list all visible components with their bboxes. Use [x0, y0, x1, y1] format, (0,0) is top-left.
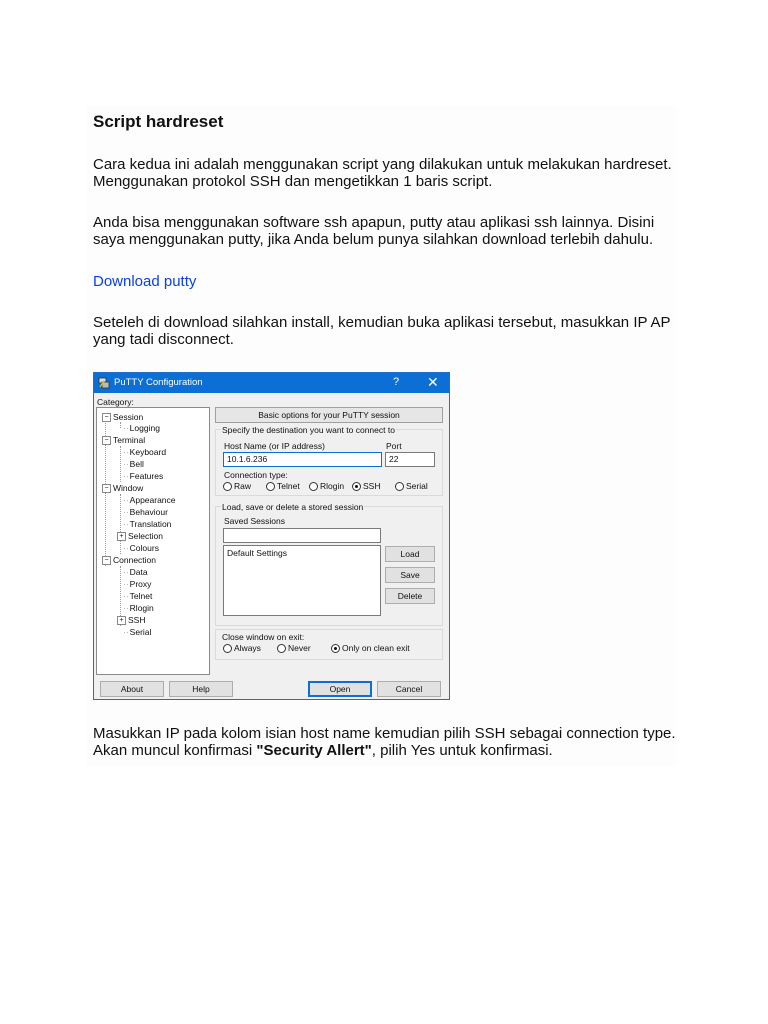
tree-item-selection[interactable] — [117, 531, 163, 542]
title-bar — [94, 373, 449, 393]
session-default-settings[interactable]: Default Settings — [227, 548, 288, 558]
close-icon[interactable]: ✕ — [427, 374, 439, 390]
sessions-list[interactable] — [223, 545, 381, 616]
load-button[interactable]: Load — [385, 546, 435, 562]
tree-item-bell[interactable] — [123, 459, 144, 470]
tree-connector: ·· — [123, 591, 129, 601]
tree-item-data[interactable] — [123, 567, 148, 578]
collapse-icon: − — [102, 556, 111, 565]
radio-never[interactable] — [277, 643, 311, 654]
paragraph-instructions — [93, 725, 683, 759]
tree-item-label: Selection — [128, 531, 163, 541]
tree-connector: ·· — [123, 495, 129, 505]
radio-icon — [277, 644, 286, 653]
category-label: Category: — [97, 397, 134, 407]
radio-label: Serial — [406, 481, 428, 491]
tree-connector: ·· — [123, 567, 129, 577]
help-button[interactable]: Help — [169, 681, 233, 697]
tree-item-window[interactable] — [102, 483, 143, 494]
tree-line — [120, 494, 121, 554]
tree-item-terminal[interactable] — [102, 435, 145, 446]
tree-item-label: Terminal — [113, 435, 146, 445]
radio-icon — [395, 482, 404, 491]
host-name-label: Host Name (or IP address) — [224, 441, 325, 451]
radio-label: Never — [288, 643, 311, 653]
tree-item-translation[interactable] — [123, 519, 171, 530]
save-button[interactable]: Save — [385, 567, 435, 583]
tree-item-label: Proxy — [129, 579, 152, 589]
tree-item-label: Features — [129, 471, 164, 481]
radio-selected-icon — [331, 644, 340, 653]
tree-item-label: Colours — [129, 543, 159, 553]
paragraph-software: Anda bisa menggunakan software ssh apapun, putty atau aplikasi ssh lainnya. Disini saya menggunakan putty, jika Anda belum punya silahkan download terlebih dahulu. — [93, 214, 655, 248]
radio-label: Rlogin — [320, 481, 345, 491]
host-name-input[interactable]: 10.1.6.236 — [223, 452, 382, 467]
tree-item-serial[interactable] — [123, 627, 151, 638]
tree-item-label: Connection — [113, 555, 157, 565]
panel-header: Basic options for your PuTTY session — [215, 407, 443, 423]
radio-raw[interactable] — [223, 481, 251, 492]
radio-icon — [309, 482, 318, 491]
tree-connector: ·· — [123, 471, 129, 481]
tree-connector: ·· — [123, 507, 129, 517]
cancel-button[interactable]: Cancel — [377, 681, 441, 697]
radio-label: Always — [234, 643, 261, 653]
stored-session-label: Load, save or delete a stored session — [222, 502, 364, 512]
instructions-text: Masukkan IP pada kolom isian host name kemudian pilih SSH sebagai connection type. Akan muncul konfirmasi — [93, 725, 676, 759]
about-button[interactable]: About — [100, 681, 164, 697]
tree-item-rlogin[interactable] — [123, 603, 154, 614]
tree-item-telnet[interactable] — [123, 591, 152, 602]
tree-connector: ·· — [123, 579, 129, 589]
radio-icon — [266, 482, 275, 491]
delete-button[interactable]: Delete — [385, 588, 435, 604]
radio-label: Telnet — [277, 481, 300, 491]
tree-item-behaviour[interactable] — [123, 507, 168, 518]
paragraph-install: Seteleh di download silahkan install, kemudian buka aplikasi tersebut, masukkan IP AP yang tadi disconnect. — [93, 314, 671, 348]
radio-rlogin[interactable] — [309, 481, 344, 492]
category-tree[interactable] — [96, 407, 210, 675]
tree-item-keyboard[interactable] — [123, 447, 166, 458]
tree-item-logging[interactable] — [123, 423, 160, 434]
destination-label: Specify the destination you want to connect to — [222, 425, 395, 435]
tree-item-label: Bell — [129, 459, 144, 469]
radio-label: SSH — [363, 481, 381, 491]
tree-item-label: Session — [113, 412, 144, 422]
tree-connector: ·· — [123, 519, 129, 529]
port-label: Port — [386, 441, 402, 451]
tree-item-label: Rlogin — [129, 603, 154, 613]
security-alert-text: "Security Allert" — [256, 742, 372, 759]
tree-connector: ·· — [123, 603, 129, 613]
tree-item-label: Telnet — [129, 591, 153, 601]
paragraph-intro: Cara kedua ini adalah menggunakan script yang dilakukan untuk melakukan hardreset. Menggunakan protokol SSH dan mengetikkan 1 baris script. — [93, 156, 672, 190]
radio-selected-icon — [352, 482, 361, 491]
tree-connector: ·· — [123, 543, 129, 553]
tree-item-label: Serial — [129, 627, 152, 637]
radio-serial[interactable] — [395, 481, 428, 492]
collapse-icon: − — [102, 413, 111, 422]
tree-item-label: Window — [113, 483, 144, 493]
section-heading: Script hardreset — [93, 112, 224, 131]
radio-always[interactable] — [223, 643, 261, 654]
download-putty-link[interactable]: Download putty — [93, 273, 197, 290]
putty-app-icon — [98, 377, 110, 389]
expand-icon: + — [117, 616, 126, 625]
tree-connector: ·· — [123, 423, 129, 433]
tree-item-features[interactable] — [123, 471, 163, 482]
tree-connector: ·· — [123, 459, 129, 469]
radio-icon — [223, 482, 232, 491]
tree-connector: ·· — [123, 627, 129, 637]
connection-type-label: Connection type: — [224, 470, 288, 480]
saved-sessions-input[interactable] — [223, 528, 381, 543]
collapse-icon: − — [102, 436, 111, 445]
download-paragraph — [93, 273, 683, 290]
tree-item-session[interactable] — [102, 412, 143, 423]
tree-item-label: Logging — [129, 423, 160, 433]
tree-item-colours[interactable] — [123, 543, 159, 554]
close-window-label: Close window on exit: — [222, 632, 305, 642]
port-input[interactable]: 22 — [385, 452, 435, 467]
radio-only-clean-exit[interactable] — [331, 643, 410, 654]
saved-sessions-label: Saved Sessions — [224, 516, 285, 526]
radio-label: Only on clean exit — [342, 643, 410, 653]
tree-item-label: Keyboard — [129, 447, 167, 457]
tree-item-label: Data — [129, 567, 148, 577]
putty-configuration-window — [93, 372, 450, 700]
tree-item-ssh[interactable] — [117, 615, 145, 626]
tree-item-label: Behaviour — [129, 507, 168, 517]
help-icon[interactable]: ? — [393, 376, 400, 388]
window-title: PuTTY Configuration — [114, 377, 203, 388]
instructions-text-end: , pilih Yes untuk konfirmasi. — [371, 742, 553, 759]
tree-item-label: Appearance — [129, 495, 176, 505]
collapse-icon: − — [102, 484, 111, 493]
radio-ssh[interactable] — [352, 481, 380, 492]
open-button[interactable]: Open — [308, 681, 372, 697]
radio-label: Raw — [234, 481, 252, 491]
radio-icon — [223, 644, 232, 653]
tree-connector: ·· — [123, 447, 129, 457]
tree-item-proxy[interactable] — [123, 579, 151, 590]
tree-item-label: Translation — [129, 519, 172, 529]
expand-icon: + — [117, 532, 126, 541]
tree-item-appearance[interactable] — [123, 495, 176, 506]
radio-telnet[interactable] — [266, 481, 300, 492]
tree-line — [120, 446, 121, 482]
tree-item-label: SSH — [128, 615, 146, 625]
tree-item-connection[interactable] — [102, 555, 156, 566]
